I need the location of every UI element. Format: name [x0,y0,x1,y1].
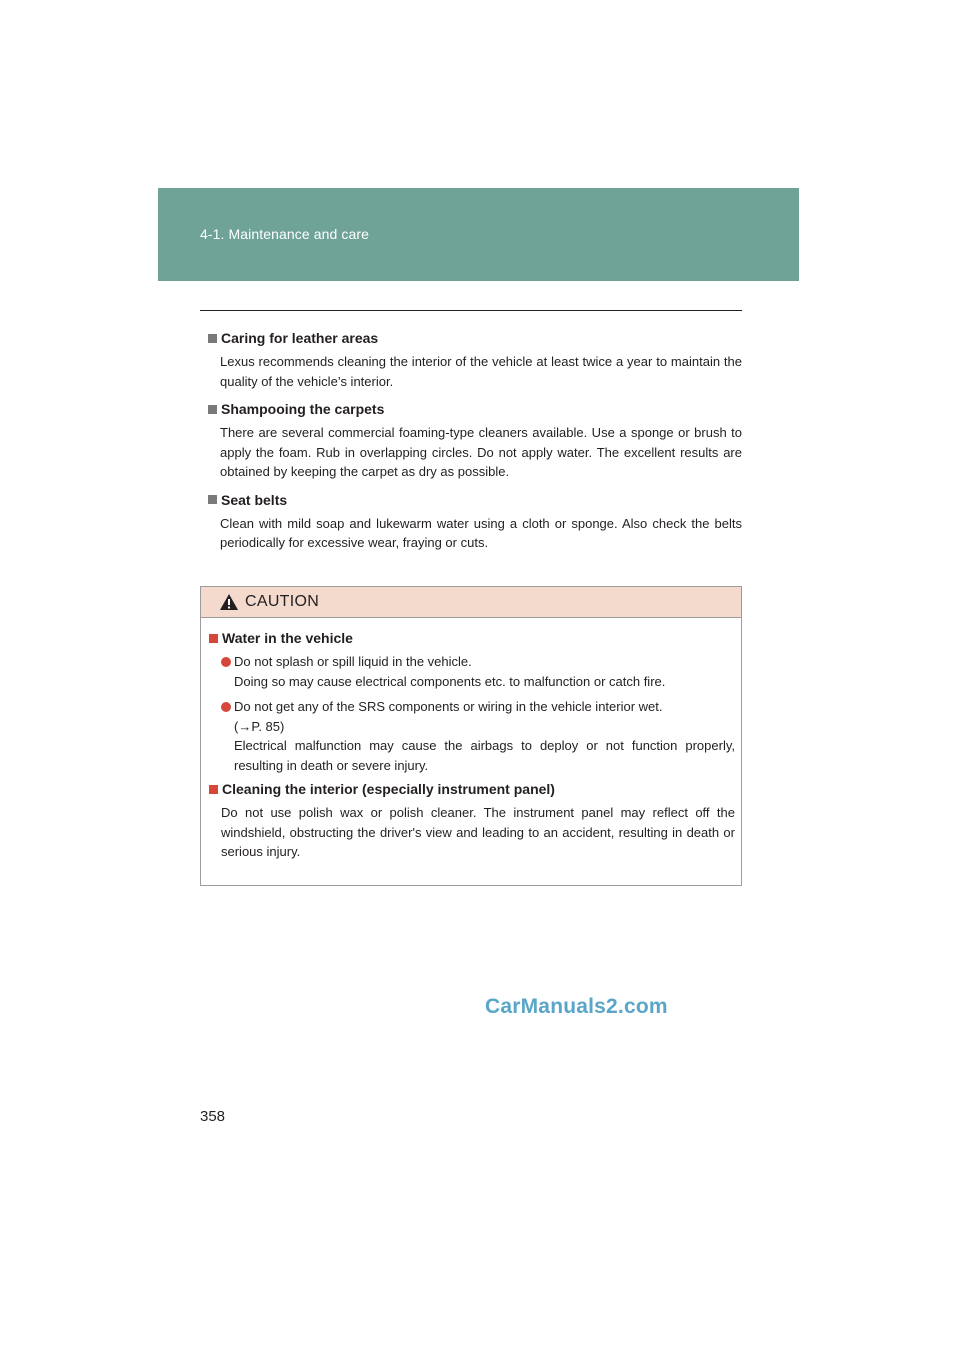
warning-triangle-icon [219,593,239,611]
section-heading: Seat belts [208,492,742,508]
caution-body [201,618,741,862]
top-rule [200,310,742,311]
bullet-line: Electrical malfunction may cause the airbags to deploy or not function properly, resulting in death or severe injury. [234,738,735,773]
square-bullet-icon [208,334,217,343]
section-seat-belts [208,492,742,553]
square-bullet-icon [209,785,218,794]
section-title: 4-1. Maintenance and care [200,226,370,242]
square-bullet-icon [208,405,217,414]
caution-heading: Water in the vehicle [209,630,735,646]
bullet-line: Do not get any of the SRS components or wiring in the vehicle interior wet. [234,699,663,714]
round-bullet-icon [221,702,231,712]
watermark: CarManuals2.com [485,995,668,1018]
section-body: There are several commercial foaming-type cleaners available. Use a sponge or brush to apply the foam. Rub in overlapping circles. Do not apply water. The excellent results are obtained by keeping the carpet as dry as possible. [220,425,742,479]
caution-header [201,587,741,618]
section-leather [208,330,742,391]
caution-bullet [221,652,735,691]
main-content [208,330,742,563]
bullet-line: Do not splash or spill liquid in the vehicle. [234,654,472,669]
square-bullet-icon [209,634,218,643]
page-number: 358 [200,1108,226,1125]
section-heading: Caring for leather areas [208,330,742,346]
caution-box [200,586,742,886]
bullet-line: Doing so may cause electrical components etc. to malfunction or catch fire. [234,673,666,689]
caution-bullet [221,697,735,775]
caution-text: Do not use polish wax or polish cleaner. The instrument panel may reflect off the windshield, obstructing the driver's view and leading to an accident, resulting in death or serious injury. [221,805,735,859]
caution-heading: Cleaning the interior (especially instrument panel) [209,781,735,797]
square-bullet-icon [208,495,217,504]
section-carpets [208,401,742,482]
section-body: Clean with mild soap and lukewarm water using a cloth or sponge. Also check the belts periodically for excessive wear, fraying or cuts. [220,515,742,550]
section-heading: Shampooing the carpets [208,401,742,417]
section-body: Lexus recommends cleaning the interior of the vehicle at least twice a year to maintain the quality of the vehicle’s interior. [220,354,742,389]
caution-label: CAUTION [245,593,320,610]
page-reference: (→P. 85) [234,718,285,734]
round-bullet-icon [221,657,231,667]
